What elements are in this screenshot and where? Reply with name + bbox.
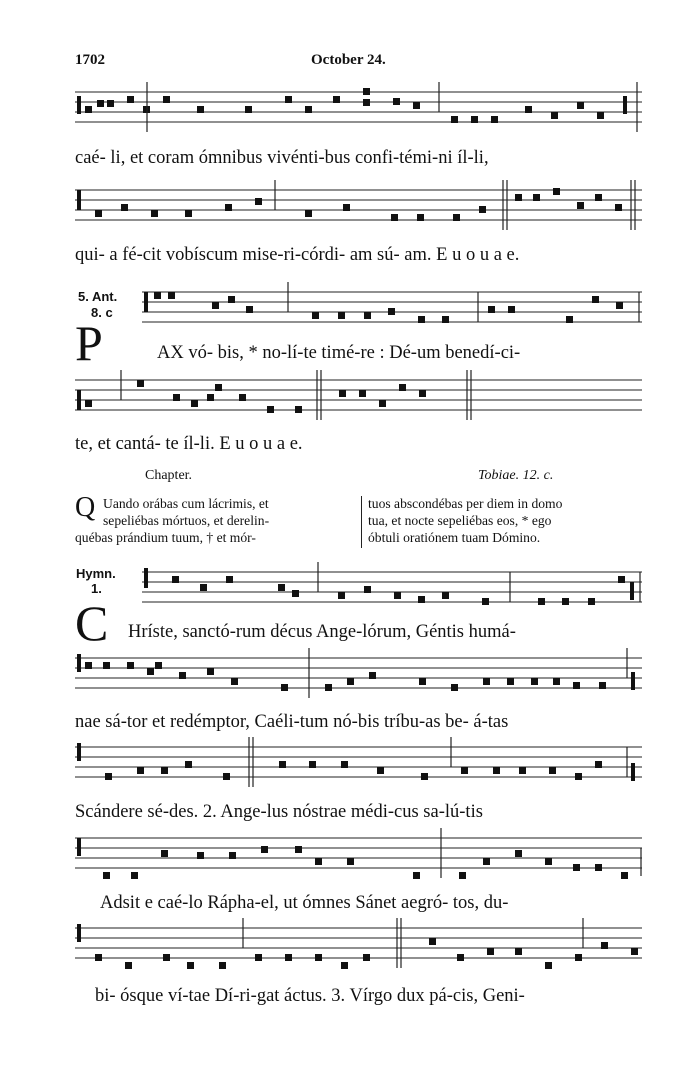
chapter-right-line-1: tuos abscondébas per diem in domo	[368, 496, 563, 511]
chapter-right-line-2: tua, et nocte sepeliébas eos, * ego	[368, 513, 552, 528]
staff-notation	[142, 282, 642, 332]
staff-notation	[75, 918, 642, 968]
lyric-line-7: Scándere sé-des. 2. Ange-lus nóstrae médi-cus sa-lú-tis	[75, 802, 483, 822]
lyric-line-4: te, et cantá- te íl-li. E u o u a e.	[75, 434, 303, 454]
page-title: October 24.	[311, 52, 386, 68]
staff-notation	[75, 828, 642, 878]
lyric-line-2: qui- a fé-cit vobíscum mise-ri-córdi- am sú- am. E u o u a e.	[75, 245, 520, 265]
chapter-left-line-2: sepeliébas mórtuos, et derelin-	[103, 513, 270, 528]
staff-notation	[75, 370, 642, 420]
music-staff-4	[75, 370, 642, 420]
hymn-mode: 1.	[91, 581, 102, 596]
music-staff-5	[142, 562, 642, 612]
chapter-initial: Q	[75, 492, 96, 523]
lyric-line-9: bi- ósque ví-tae Dí-ri-gat áctus. 3. Vírgo dux pá-cis, Geni-	[95, 986, 525, 1006]
music-staff-8	[75, 828, 642, 878]
music-staff-1	[75, 82, 642, 132]
antiphon-label: 5. Ant.	[78, 289, 118, 304]
antiphon-initial: P	[75, 315, 103, 371]
lyric-line-1: caé- li, et coram ómnibus vivénti-bus confi-témi-ni íl-li,	[75, 148, 489, 168]
staff-notation	[75, 737, 642, 787]
chapter-left-line-1: Uando orábas cum lácrimis, et	[103, 496, 269, 511]
page-number: 1702	[75, 52, 105, 68]
hymn-label: Hymn.	[76, 566, 116, 581]
hymn-initial: C	[75, 595, 109, 651]
chapter-left-line-3: québas prándium tuum, † et mór-	[75, 530, 256, 545]
music-staff-9	[75, 918, 642, 968]
lyric-line-6: nae sá-tor et redémptor, Caéli-tum nó-bis tríbu-as be- á-tas	[75, 712, 509, 732]
music-staff-2	[75, 180, 642, 230]
antiphon-mode: 8. c	[91, 305, 113, 320]
chapter-reference: Tobiae. 12. c.	[478, 468, 554, 483]
lyric-line-8: Adsit e caé-lo Rápha-el, ut ómnes Sánet aegró- tos, du-	[100, 893, 509, 913]
lyric-line-5: Hríste, sanctó-rum décus Ange-lórum, Géntis humá-	[128, 622, 516, 642]
staff-notation	[75, 82, 642, 132]
music-staff-6	[75, 648, 642, 698]
staff-notation	[142, 562, 642, 612]
column-divider	[361, 496, 362, 548]
staff-notation	[75, 180, 642, 230]
lyric-line-3: AX vó- bis, * no-lí-te timé-re : Dé-um benedí-ci-	[157, 343, 521, 363]
staff-notation	[75, 648, 642, 698]
chapter-right-line-3: óbtuli oratiónem tuam Dómino.	[368, 530, 541, 545]
music-staff-7	[75, 737, 642, 787]
music-staff-3	[142, 282, 642, 332]
chapter-heading: Chapter.	[145, 468, 193, 483]
